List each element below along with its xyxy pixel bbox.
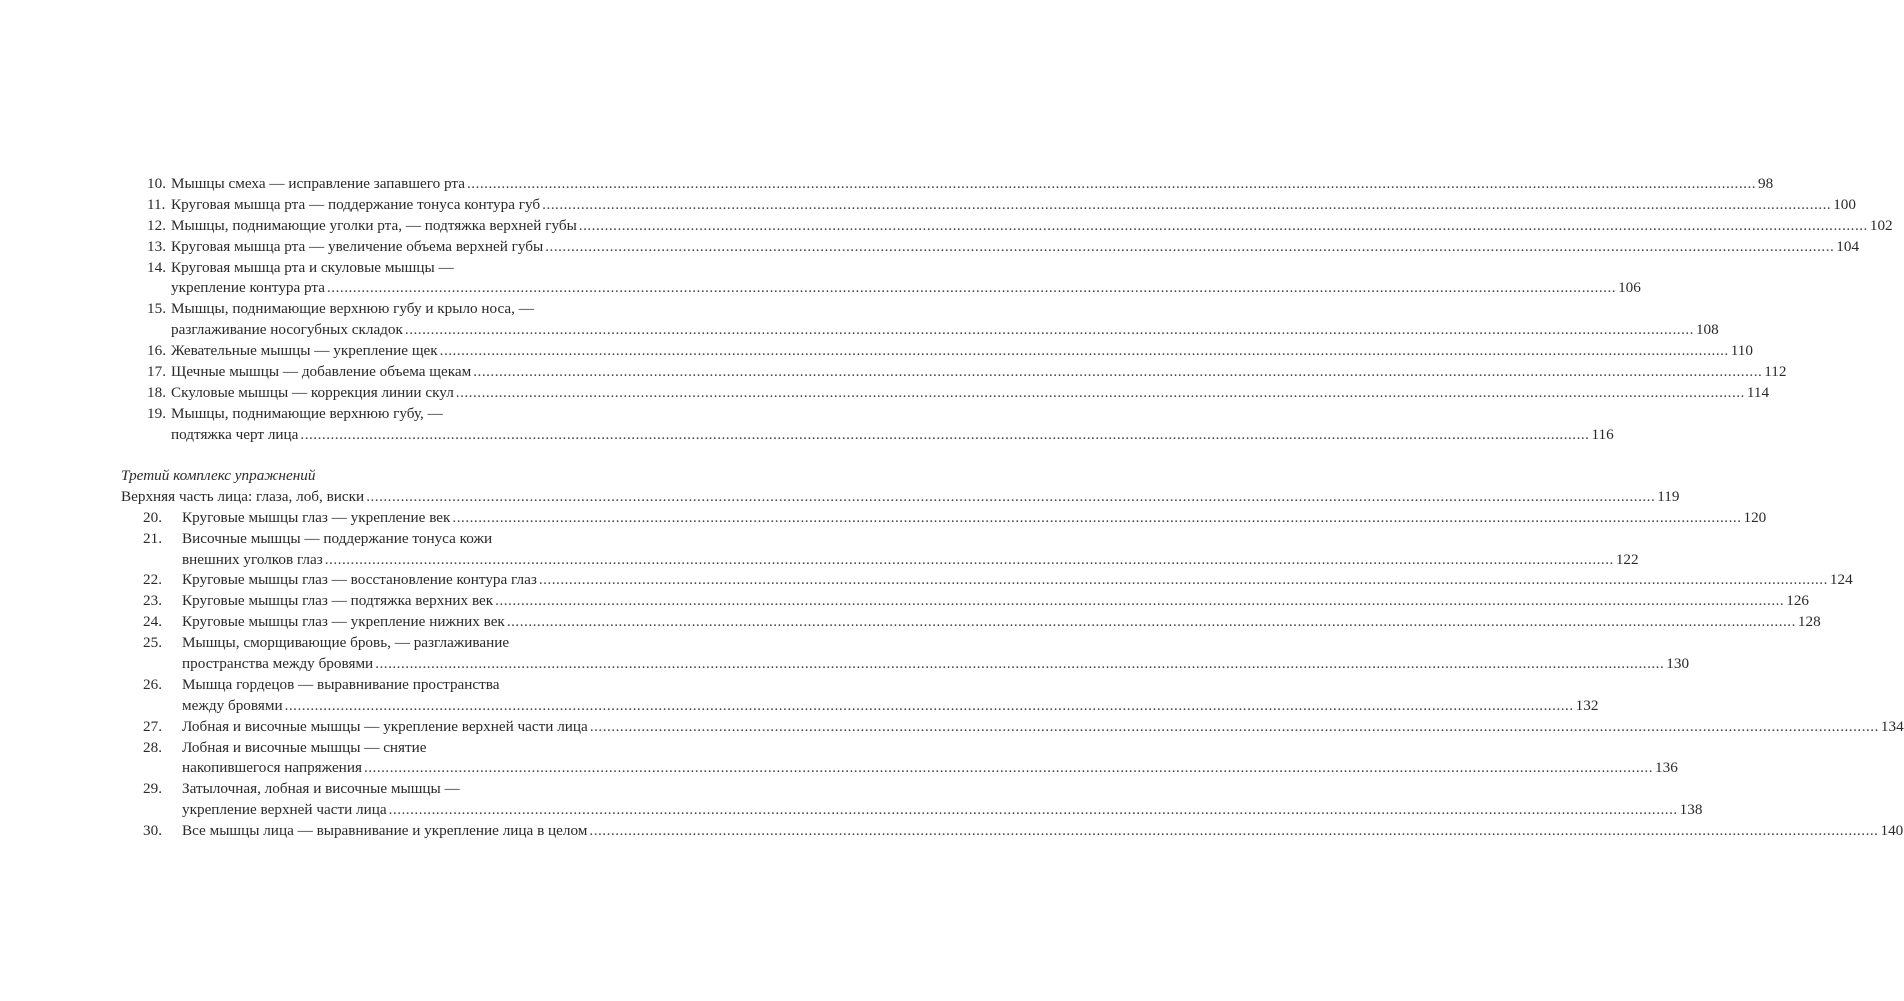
section-second-complex <box>0 174 1893 446</box>
toc-entry-line[interactable] <box>0 383 1770 404</box>
toc-entry-line[interactable] <box>0 738 805 759</box>
entry-title: Мышца гордецов — выравнивание пространства <box>182 675 500 693</box>
entry-title: Мышцы, поднимающие уголки рта, — подтяжка верхней губы <box>171 216 577 234</box>
entry-number: 27. <box>143 717 162 735</box>
page-number: 134 <box>1880 717 1904 735</box>
entry-number: 23. <box>143 592 162 610</box>
entry-number: 18. <box>147 383 166 401</box>
dot-leader: ............................................................................................................................................................................................................................................................................................................ <box>324 550 1614 568</box>
page-number: 110 <box>1730 342 1753 360</box>
entry-number: 10. <box>147 175 166 192</box>
page-number: 126 <box>1786 592 1809 610</box>
dot-leader: ............................................................................................................................................................................................................................................................................................................ <box>284 696 1574 714</box>
section-heading <box>0 466 805 487</box>
entry-title: Круговая мышца рта и скуловые мышцы — <box>171 258 454 276</box>
dot-leader: ............................................................................................................................................................................................................................................................................................................ <box>375 655 1665 673</box>
toc-entry-line[interactable] <box>0 195 1856 216</box>
entry-title: Круговые мышцы глаз — подтяжка верхних век <box>182 592 494 610</box>
entry-number: 13. <box>147 237 166 255</box>
entry-title: Височные мышцы — поддержание тонуса кожи <box>182 529 493 547</box>
dot-leader: ............................................................................................................................................................................................................................................................................................................ <box>452 508 1742 526</box>
entry-number: 29. <box>143 780 162 798</box>
dot-leader: ............................................................................................................................................................................................................................................................................................................ <box>439 342 1729 360</box>
page-number: 128 <box>1797 613 1821 631</box>
dot-leader: ............................................................................................................................................................................................................................................................................................................ <box>363 759 1653 777</box>
dot-leader: ............................................................................................................................................................................................................................................................................................................ <box>466 175 1757 192</box>
entry-title: Круговая мышца рта — поддержание тонуса контура губ <box>171 195 541 213</box>
page-number: 106 <box>1618 279 1641 297</box>
toc-entry-line[interactable] <box>0 675 805 696</box>
part-title: Верхняя часть лица: глаза, лоб, виски <box>121 487 365 505</box>
page-number: 140 <box>1880 822 1904 840</box>
page-number: 100 <box>1833 195 1856 213</box>
entry-title: Круговые мышцы глаз — восстановление контура глаз <box>182 571 537 589</box>
toc-entry-line[interactable] <box>0 341 1753 362</box>
entry-title: пространства между бровями <box>182 655 374 673</box>
toc-entry-line[interactable] <box>0 278 1641 299</box>
toc-entry-line[interactable] <box>0 758 1678 779</box>
dot-leader: ............................................................................................................................................................................................................................................................................................................ <box>538 571 1828 589</box>
entry-title: Лобная и височные мышцы — снятие <box>182 738 427 756</box>
page-number: 102 <box>1869 216 1893 234</box>
toc-entry-line[interactable] <box>0 529 805 550</box>
toc-entry-line[interactable] <box>0 299 805 320</box>
page-number: 120 <box>1743 508 1767 526</box>
entry-title: Скуловые мышцы — коррекция линии скул <box>171 383 454 401</box>
entry-title: подтяжка черт лица <box>171 425 299 443</box>
entry-number: 28. <box>143 738 162 756</box>
toc-entry-line[interactable] <box>0 362 1787 383</box>
entry-title: между бровями <box>182 696 283 714</box>
entry-number: 14. <box>147 258 166 276</box>
entry-title: разглаживание носогубных складок <box>171 321 403 339</box>
toc-entry-line[interactable] <box>0 425 1614 446</box>
toc-entry-line[interactable] <box>0 174 1774 195</box>
entry-title: Все мышцы лица — выравнивание и укрепление лица в целом <box>182 822 588 840</box>
entry-number: 19. <box>147 404 166 422</box>
toc-entry-line[interactable] <box>0 717 1904 738</box>
toc-entry-line[interactable] <box>0 320 1719 341</box>
entry-number: 17. <box>147 363 166 381</box>
page-number: 112 <box>1764 363 1787 381</box>
entry-title: накопившегося напряжения <box>182 759 362 777</box>
page-number: 122 <box>1615 550 1639 568</box>
page-number: 136 <box>1655 759 1678 777</box>
page-number: 116 <box>1591 425 1614 443</box>
page-number: 108 <box>1695 321 1719 339</box>
page-number: 138 <box>1679 801 1703 819</box>
entry-number: 20. <box>143 508 162 526</box>
toc-entry-line[interactable] <box>0 696 1599 717</box>
dot-leader: ............................................................................................................................................................................................................................................................................................................ <box>388 801 1678 819</box>
toc-entry-line[interactable] <box>0 404 805 425</box>
dot-leader: ............................................................................................................................................................................................................................................................................................................ <box>366 487 1656 505</box>
entry-title: Круговые мышцы глаз — укрепление нижних век <box>182 613 505 631</box>
toc-entry-line[interactable] <box>0 570 1853 591</box>
page-number: 119 <box>1657 487 1680 505</box>
page-number: 130 <box>1666 655 1690 673</box>
dot-leader: ............................................................................................................................................................................................................................................................................................................ <box>300 425 1590 443</box>
entry-number: 21. <box>143 529 162 547</box>
toc-entry-line[interactable] <box>0 258 805 279</box>
entry-number: 22. <box>143 571 162 589</box>
dot-leader: ............................................................................................................................................................................................................................................................................................................ <box>578 216 1868 234</box>
entry-title: Лобная и височные мышцы — укрепление верхней части лица <box>182 717 588 735</box>
entry-title: Мышцы, поднимающие верхнюю губу, — <box>171 404 443 422</box>
entry-number: 15. <box>147 300 166 318</box>
entry-number: 12. <box>147 216 166 234</box>
dot-leader: ............................................................................................................................................................................................................................................................................................................ <box>404 321 1694 339</box>
part-entry[interactable] <box>0 487 1680 508</box>
toc-entry-line[interactable] <box>0 508 1767 529</box>
entry-number: 26. <box>143 675 162 693</box>
entry-title: Затылочная, лобная и височные мышцы — <box>182 780 460 798</box>
page-number: 124 <box>1829 571 1853 589</box>
dot-leader: ............................................................................................................................................................................................................................................................................................................ <box>327 279 1617 297</box>
entry-title: Щечные мышцы — добавление объема щекам <box>171 363 472 381</box>
entry-number: 16. <box>147 342 166 360</box>
toc-entry-line[interactable] <box>0 779 805 800</box>
section-third-complex <box>0 466 1904 842</box>
page-number: 114 <box>1746 383 1770 401</box>
entry-title: Мышцы, поднимающие верхнюю губу и крыло носа, — <box>171 300 534 318</box>
dot-leader: ............................................................................................................................................................................................................................................................................................................ <box>506 613 1796 631</box>
dot-leader: ............................................................................................................................................................................................................................................................................................................ <box>542 195 1832 213</box>
dot-leader: ............................................................................................................................................................................................................................................................................................................ <box>589 717 1879 735</box>
toc-entry-line[interactable] <box>0 237 1860 258</box>
toc-entry-line[interactable] <box>0 550 1639 571</box>
toc-entry-line[interactable] <box>0 654 1690 675</box>
toc-entry-line[interactable] <box>0 800 1703 821</box>
dot-leader: ............................................................................................................................................................................................................................................................................................................ <box>545 237 1835 255</box>
entry-title: Мышцы, сморщивающие бровь, — разглаживание <box>182 634 510 652</box>
entry-number: 25. <box>143 634 162 652</box>
entry-title: укрепление верхней части лица <box>182 801 387 819</box>
entry-title: внешних уголков глаз <box>182 550 323 568</box>
page-number: 104 <box>1836 237 1860 255</box>
page-number: 132 <box>1575 696 1599 714</box>
dot-leader: ............................................................................................................................................................................................................................................................................................................ <box>589 822 1879 840</box>
toc-entry-line[interactable] <box>0 591 1809 612</box>
entry-title: Мышцы смеха — исправление запавшего рта <box>171 175 465 192</box>
dot-leader: ............................................................................................................................................................................................................................................................................................................ <box>455 383 1745 401</box>
section-heading-text: Третий комплекс упражнений <box>121 467 316 484</box>
dot-leader: ............................................................................................................................................................................................................................................................................................................ <box>495 592 1785 610</box>
dot-leader: ............................................................................................................................................................................................................................................................................................................ <box>473 363 1763 381</box>
entry-title: укрепление контура рта <box>171 279 325 297</box>
page-number: 98 <box>1758 175 1774 192</box>
toc-entry-line[interactable] <box>0 633 805 654</box>
entry-title: Круговая мышца рта — увеличение объема верхней губы <box>171 237 544 255</box>
toc-entry-line[interactable] <box>0 612 1821 633</box>
entry-title: Жевательные мышцы — укрепление щек <box>171 342 438 360</box>
toc-entry-line[interactable] <box>0 821 1904 842</box>
entry-title: Круговые мышцы глаз — укрепление век <box>182 508 451 526</box>
entry-number: 30. <box>143 822 162 840</box>
toc-entry-line[interactable] <box>0 216 1893 237</box>
entry-number: 11. <box>147 195 166 213</box>
entry-number: 24. <box>143 613 162 631</box>
